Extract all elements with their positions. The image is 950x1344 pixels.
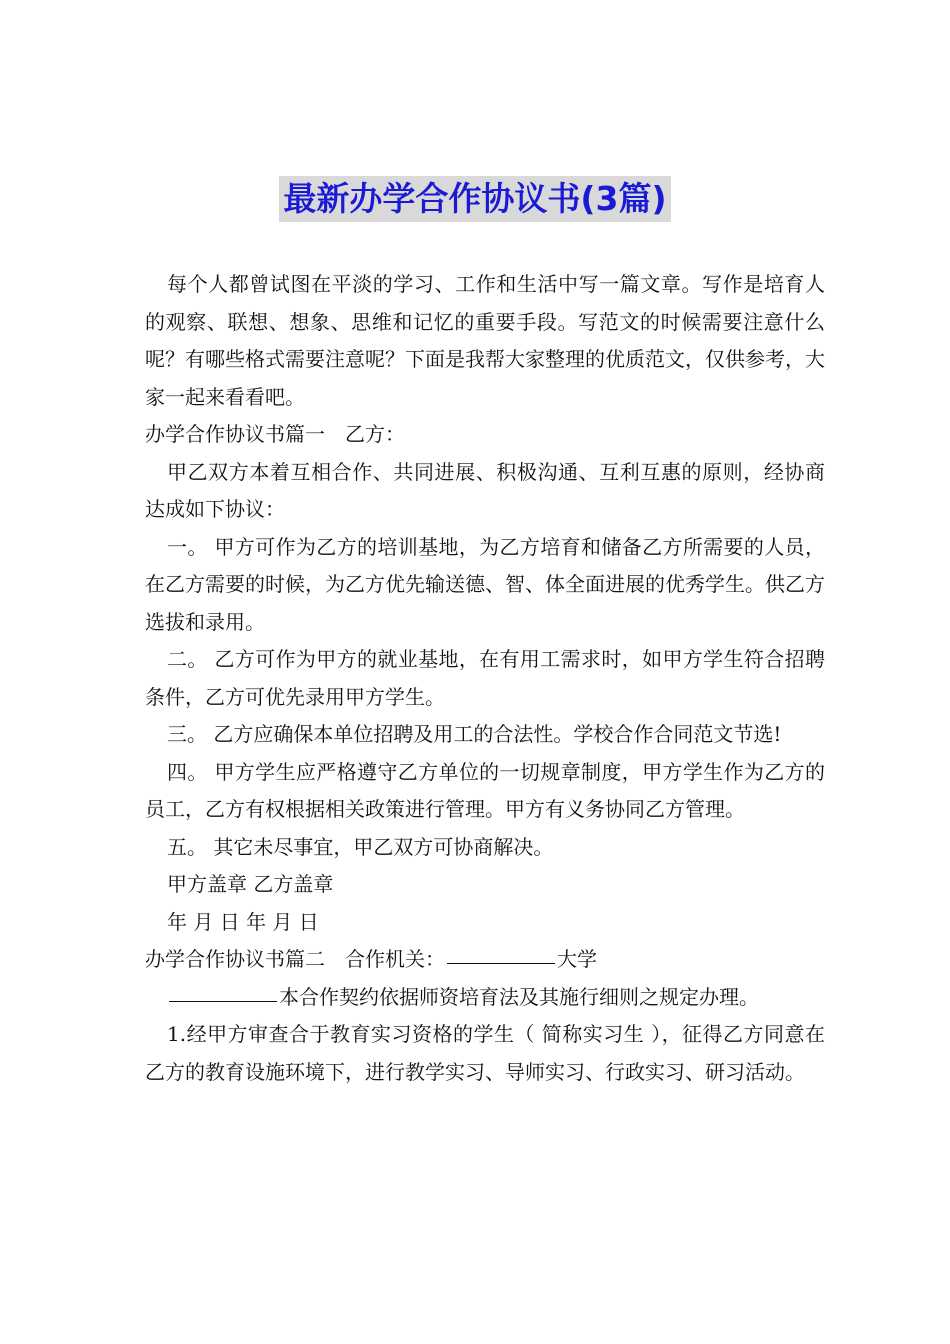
section-heading-2-title: 办学合作协议书篇二 [145,947,325,971]
clause-2: 二。 乙方可作为甲方的就业基地，在有用工需求时，如甲方学生符合招聘条件，乙方可优先录用甲方学生。 [145,647,825,709]
basis-text: 本合作契约依据师资培育法及其施行细则之规定办理。 [279,984,759,1009]
section-heading-2-university: 大学 [557,947,597,971]
section-heading-2-party: 合作机关： [345,947,445,971]
title-container [0,176,950,222]
date-line: 年 月 日 年 月 日 [167,909,319,934]
section-heading-1 [145,416,825,454]
basis-paragraph [145,979,825,1017]
seal-line: 甲方盖章 乙方盖章 [167,872,334,896]
intro-paragraph: 每个人都曾试图在平淡的学习、工作和生活中写一篇文章。写作是培育人的观察、联想、想象、思维和记忆的重要手段。写范文的时候需要注意什么呢？有哪些格式需要注意呢？下面是我帮大家整理的优质范文，仅供参考，大家一起来看看吧。 [145,272,825,409]
clause-5: 五。 其它未尽事宜，甲乙双方可协商解决。 [167,834,554,859]
clause-3: 三。 乙方应确保本单位招聘及用工的合法性。学校合作合同范文节选! [167,722,782,746]
section-heading-1-title: 办学合作协议书篇一 [145,422,325,446]
clause-1: 一。 甲方可作为乙方的培训基地，为乙方培育和储备乙方所需要的人员，在乙方需要的时候，为乙方优先输送德、智、体全面进展的优秀学生。供乙方选拔和录用。 [145,534,825,634]
document-body [145,266,825,1091]
fill-in-blank [447,962,555,964]
section-heading-2 [145,941,825,979]
section-heading-1-party: 乙方： [345,422,405,446]
fill-in-blank [169,1000,277,1002]
article-1: 1.经甲方审查合于教育实习资格的学生（ 简称实习生 ），征得乙方同意在乙方的教育设施环境下，进行教学实习、导师实习、行政实习、研习活动。 [145,1022,825,1084]
clause-4: 四。 甲方学生应严格遵守乙方单位的一切规章制度，甲方学生作为乙方的员工，乙方有权根据相关政策进行管理。甲方有义务协同乙方管理。 [145,759,825,821]
principle-paragraph: 甲乙双方本着互相合作、共同进展、积极沟通、互利互惠的原则，经协商达成如下协议： [145,459,825,521]
document-title: 最新办学合作协议书(3篇) [279,176,670,222]
